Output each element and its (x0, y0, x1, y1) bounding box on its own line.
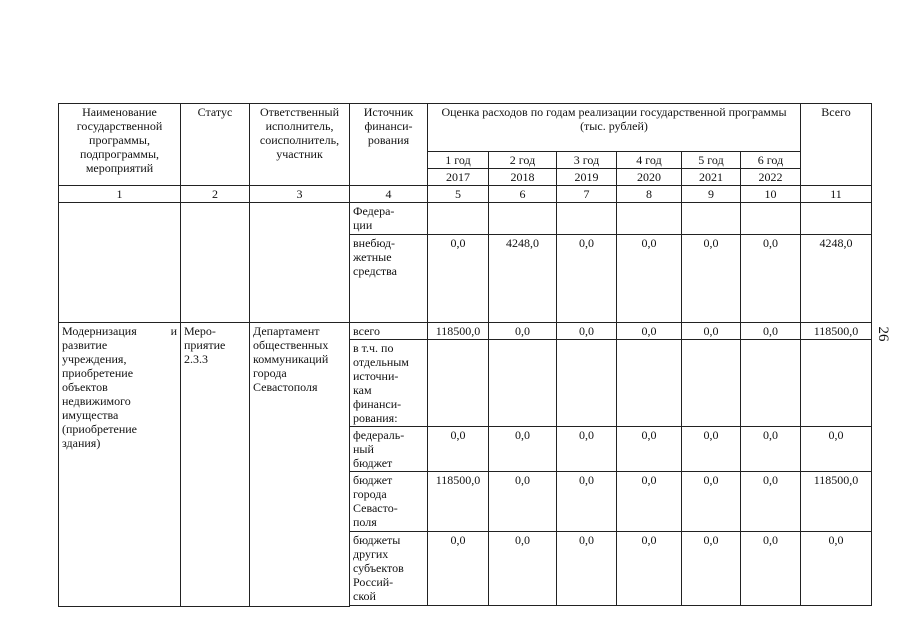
value-cell: 0,0 (741, 235, 801, 323)
column-number: 5 (428, 186, 489, 203)
column-number: 9 (682, 186, 741, 203)
value-cell: 0,0 (489, 323, 557, 340)
value-cell: 0,0 (428, 427, 489, 472)
value-cell: 0,0 (682, 427, 741, 472)
value-cell: 0,0 (557, 532, 617, 606)
total-cell: 0,0 (801, 427, 872, 472)
year-label: 4 год (617, 152, 682, 169)
value-cell: 0,0 (617, 323, 682, 340)
page-number: 26 (875, 326, 891, 342)
budget-table (58, 103, 872, 607)
value-cell: 4248,0 (489, 235, 557, 323)
year-value: 2019 (557, 169, 617, 186)
value-cell: 118500,0 (428, 472, 489, 532)
source-head (353, 341, 424, 355)
value-cell: 0,0 (557, 323, 617, 340)
empty-cell (250, 203, 350, 323)
total-cell (801, 340, 872, 427)
column-number: 3 (250, 186, 350, 203)
value-cell: 0,0 (682, 323, 741, 340)
empty-cell (59, 203, 181, 323)
year-value: 2021 (682, 169, 741, 186)
source-cell: федераль- ный бюджет (350, 427, 428, 472)
value-cell: 0,0 (557, 427, 617, 472)
table-row (59, 203, 872, 235)
value-cell: 118500,0 (428, 323, 489, 340)
activity-name (59, 323, 181, 607)
year-label: 6 год (741, 152, 801, 169)
value-cell: 0,0 (557, 472, 617, 532)
value-cell: 0,0 (617, 532, 682, 606)
value-cell: 0,0 (489, 427, 557, 472)
value-cell: 0,0 (741, 532, 801, 606)
value-cell (428, 203, 489, 235)
source-text: отдельным источни- кам финанси- рования: (353, 355, 409, 425)
total-cell: 118500,0 (801, 323, 872, 340)
year-label: 5 год (682, 152, 741, 169)
header-name: Наименование государственной программы, подпрограммы, мероприятий (59, 104, 181, 186)
column-number: 7 (557, 186, 617, 203)
value-cell (489, 340, 557, 427)
value-cell: 0,0 (617, 235, 682, 323)
column-number: 4 (350, 186, 428, 203)
column-number: 6 (489, 186, 557, 203)
source-cell: бюджеты других субъектов Россий- ской (350, 532, 428, 606)
value-cell (428, 340, 489, 427)
source-cell: внебюд- жетные средства (350, 235, 428, 323)
header-responsible: Ответственный исполнитель, соисполнитель, участник (250, 104, 350, 186)
header-estimate: Оценка расходов по годам реализации государственной программы (тыс. рублей) (428, 104, 801, 152)
column-number-row (59, 186, 872, 203)
value-cell: 0,0 (682, 235, 741, 323)
value-cell: 0,0 (428, 235, 489, 323)
activity-name-word: Модернизация (62, 324, 137, 338)
year-value: 2017 (428, 169, 489, 186)
year-value: 2018 (489, 169, 557, 186)
activity-name-conjunction: и (170, 324, 177, 338)
column-number: 10 (741, 186, 801, 203)
source-cell (350, 340, 428, 427)
value-cell (617, 203, 682, 235)
value-cell (682, 203, 741, 235)
value-cell (617, 340, 682, 427)
value-cell: 0,0 (617, 427, 682, 472)
activity-responsible: Департамент общественных коммуникаций города Севастополя (250, 323, 350, 607)
activity-name-rest: развитие учреждения, приобретение объектов недвижимого имущества (приобретение здания) (62, 338, 138, 450)
empty-cell (181, 203, 250, 323)
year-value: 2022 (741, 169, 801, 186)
activity-status: Меро- приятие 2.3.3 (181, 323, 250, 607)
column-number: 8 (617, 186, 682, 203)
source-cell: всего (350, 323, 428, 340)
value-cell (741, 340, 801, 427)
year-value: 2020 (617, 169, 682, 186)
value-cell (489, 203, 557, 235)
total-cell: 4248,0 (801, 235, 872, 323)
source-cell: бюджет города Севасто- поля (350, 472, 428, 532)
year-label: 1 год (428, 152, 489, 169)
source-head-text: в т.ч. по (353, 341, 394, 355)
column-number: 2 (181, 186, 250, 203)
value-cell: 0,0 (741, 323, 801, 340)
table-row (59, 323, 872, 340)
value-cell: 0,0 (682, 472, 741, 532)
value-cell: 0,0 (489, 532, 557, 606)
value-cell: 0,0 (741, 472, 801, 532)
value-cell: 0,0 (428, 532, 489, 606)
header-source: Источник финанси-рования (350, 104, 428, 186)
header-status: Статус (181, 104, 250, 186)
value-cell: 0,0 (682, 532, 741, 606)
value-cell (557, 340, 617, 427)
header-total: Всего (801, 104, 872, 186)
column-number: 1 (59, 186, 181, 203)
value-cell (557, 203, 617, 235)
value-cell (682, 340, 741, 427)
source-cell: Федера- ции (350, 203, 428, 235)
value-cell (741, 203, 801, 235)
year-label: 2 год (489, 152, 557, 169)
value-cell: 0,0 (617, 472, 682, 532)
total-cell: 118500,0 (801, 472, 872, 532)
value-cell: 0,0 (489, 472, 557, 532)
value-cell: 0,0 (741, 427, 801, 472)
total-cell (801, 203, 872, 235)
column-number: 11 (801, 186, 872, 203)
value-cell: 0,0 (557, 235, 617, 323)
year-label: 3 год (557, 152, 617, 169)
total-cell: 0,0 (801, 532, 872, 606)
